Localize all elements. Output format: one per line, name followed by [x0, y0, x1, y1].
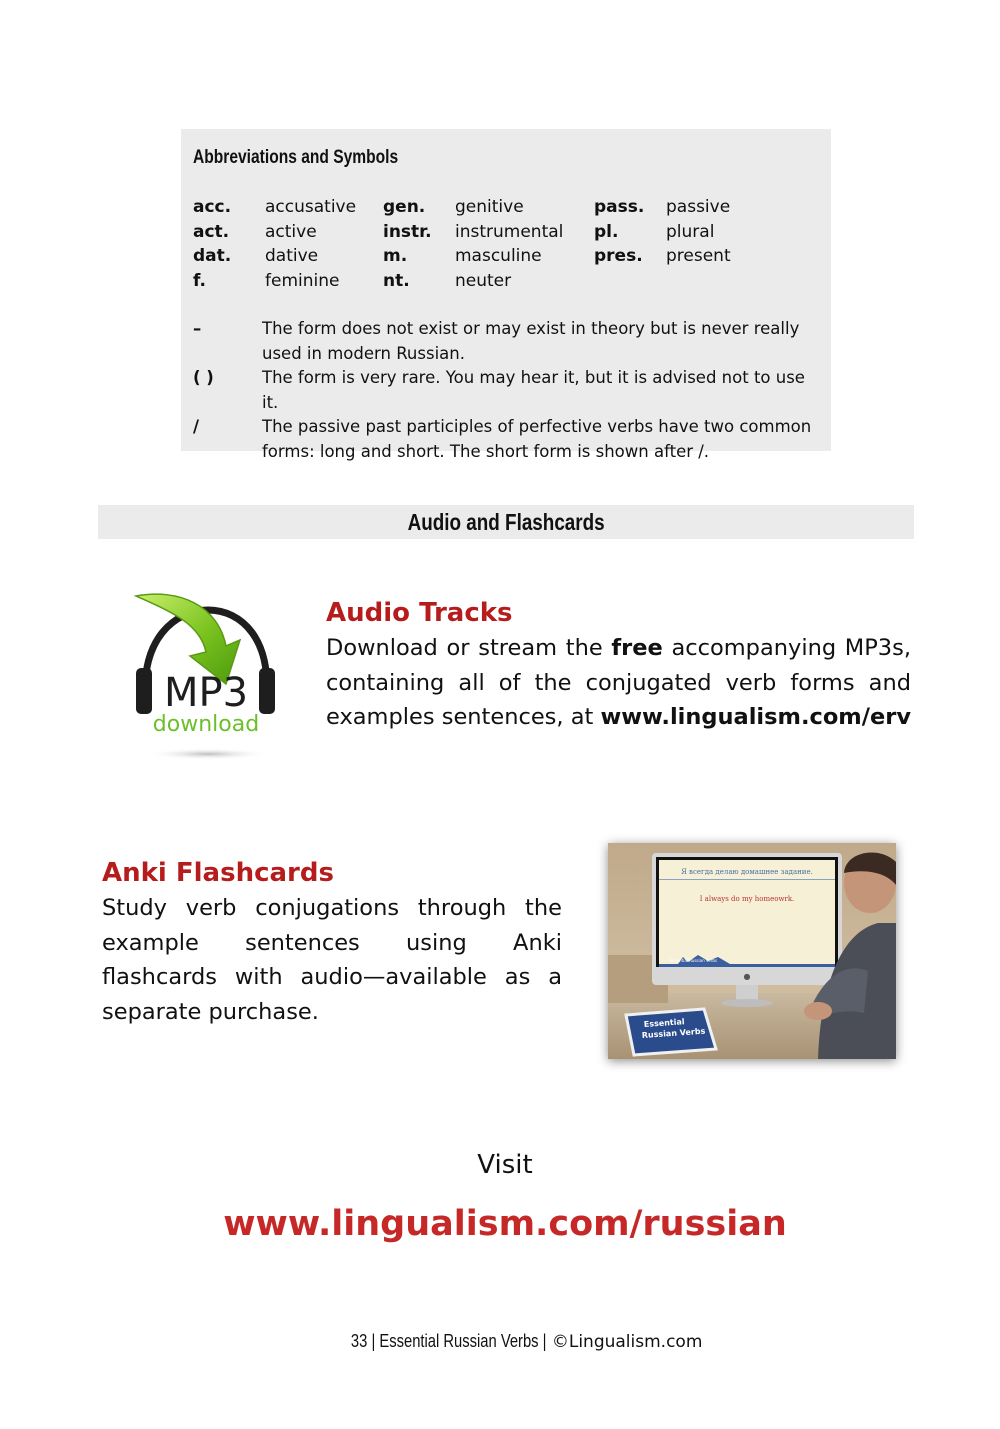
audio-text-bold: free [611, 635, 663, 661]
page-number: 33 [350, 1331, 367, 1351]
symbol-mark: – [193, 319, 202, 338]
abbr: acc. [193, 197, 232, 217]
abbreviations-box [181, 129, 831, 461]
symbol-row [193, 366, 823, 415]
section-title-text: Audio and Flashcards [407, 509, 605, 535]
abbr: act. [193, 221, 230, 242]
abbr-meaning: passive [666, 197, 731, 217]
symbol-text: The form does not exist or may exist in theory but is never really used in modern Russian. [262, 319, 800, 363]
section-title [98, 509, 914, 536]
abbr: f. [193, 270, 206, 291]
symbol-row [193, 415, 823, 464]
screen-russian-sentence: Я всегда делаю домашнее задание. [681, 868, 813, 876]
abbr: instr. [383, 221, 432, 242]
abbr: dat. [193, 246, 232, 266]
symbols-list [193, 317, 823, 464]
footer-copyright: ©Lingualism.com [551, 1332, 703, 1352]
download-text: download [152, 712, 260, 737]
symbol-mark: ( ) [193, 368, 214, 387]
abbr-meaning: genitive [455, 197, 524, 217]
symbol-text: The passive past participles of perfective verbs have two common forms: long and short. The short form is shown after /. [262, 417, 812, 461]
symbol-text: The form is very rare. You may hear it, but it is advised not to use it. [262, 368, 805, 412]
tablet-title-line-2: Russian Verbs [641, 1026, 706, 1040]
abbr-meaning: present [666, 246, 731, 266]
screen-footer-label: Essential Russian Verbs [670, 958, 718, 963]
book-title: Essential Russian Verbs [379, 1331, 539, 1351]
symbol-row [193, 317, 823, 366]
abbr-meaning: instrumental [455, 221, 564, 242]
footer-page-info: 33 | Essential Russian Verbs | [350, 1331, 547, 1351]
audio-tracks-title: Audio Tracks [326, 598, 513, 628]
audio-tracks-description [326, 631, 911, 735]
page-footer [0, 1331, 1000, 1352]
website-link[interactable]: www.lingualism.com/russian [223, 1204, 787, 1244]
audio-link[interactable]: www.lingualism.com/erv [600, 704, 911, 730]
headphones-download-icon [130, 588, 280, 763]
audio-tracks-block [326, 598, 911, 735]
abbr-meaning: plural [666, 221, 715, 242]
section-header [98, 505, 914, 539]
abbr-meaning: masculine [455, 246, 542, 266]
abbr: m. [383, 246, 408, 266]
tablet-title-line-1: Essential [643, 1017, 685, 1029]
visit-label: Visit [477, 1150, 533, 1180]
audio-text-part: Download or stream the [326, 635, 612, 661]
flashcards-photo [608, 843, 896, 1059]
abbr-meaning: dative [265, 246, 319, 266]
abbreviations-title: Abbreviations and Symbols [193, 147, 399, 168]
abbr-meaning: active [265, 221, 317, 242]
abbr: pl. [594, 221, 619, 242]
abbr-meaning: accusative [265, 197, 357, 217]
abbr: pres. [594, 246, 643, 266]
audio-text-part: accompanying MP3s, containing all of the conjugated verb forms and examples sentences, at [326, 635, 911, 730]
abbr-meaning: neuter [455, 270, 512, 291]
abbr: nt. [383, 270, 410, 291]
abbr: pass. [594, 197, 645, 217]
anki-flashcards-title: Anki Flashcards [102, 858, 334, 888]
apple-logo-icon: ● [743, 972, 751, 981]
screen-english-sentence: I always do my homeowrk. [699, 895, 795, 903]
anki-flashcards-block [102, 858, 562, 1029]
abbr-meaning: feminine [265, 270, 340, 291]
mp3-text: MP3 [163, 670, 249, 716]
abbr: gen. [383, 197, 426, 217]
symbol-mark: / [193, 417, 200, 436]
anki-flashcards-description: Study verb conjugations through the example sentences using Anki flashcards with audio—available as a separate purchase. [102, 895, 562, 1025]
